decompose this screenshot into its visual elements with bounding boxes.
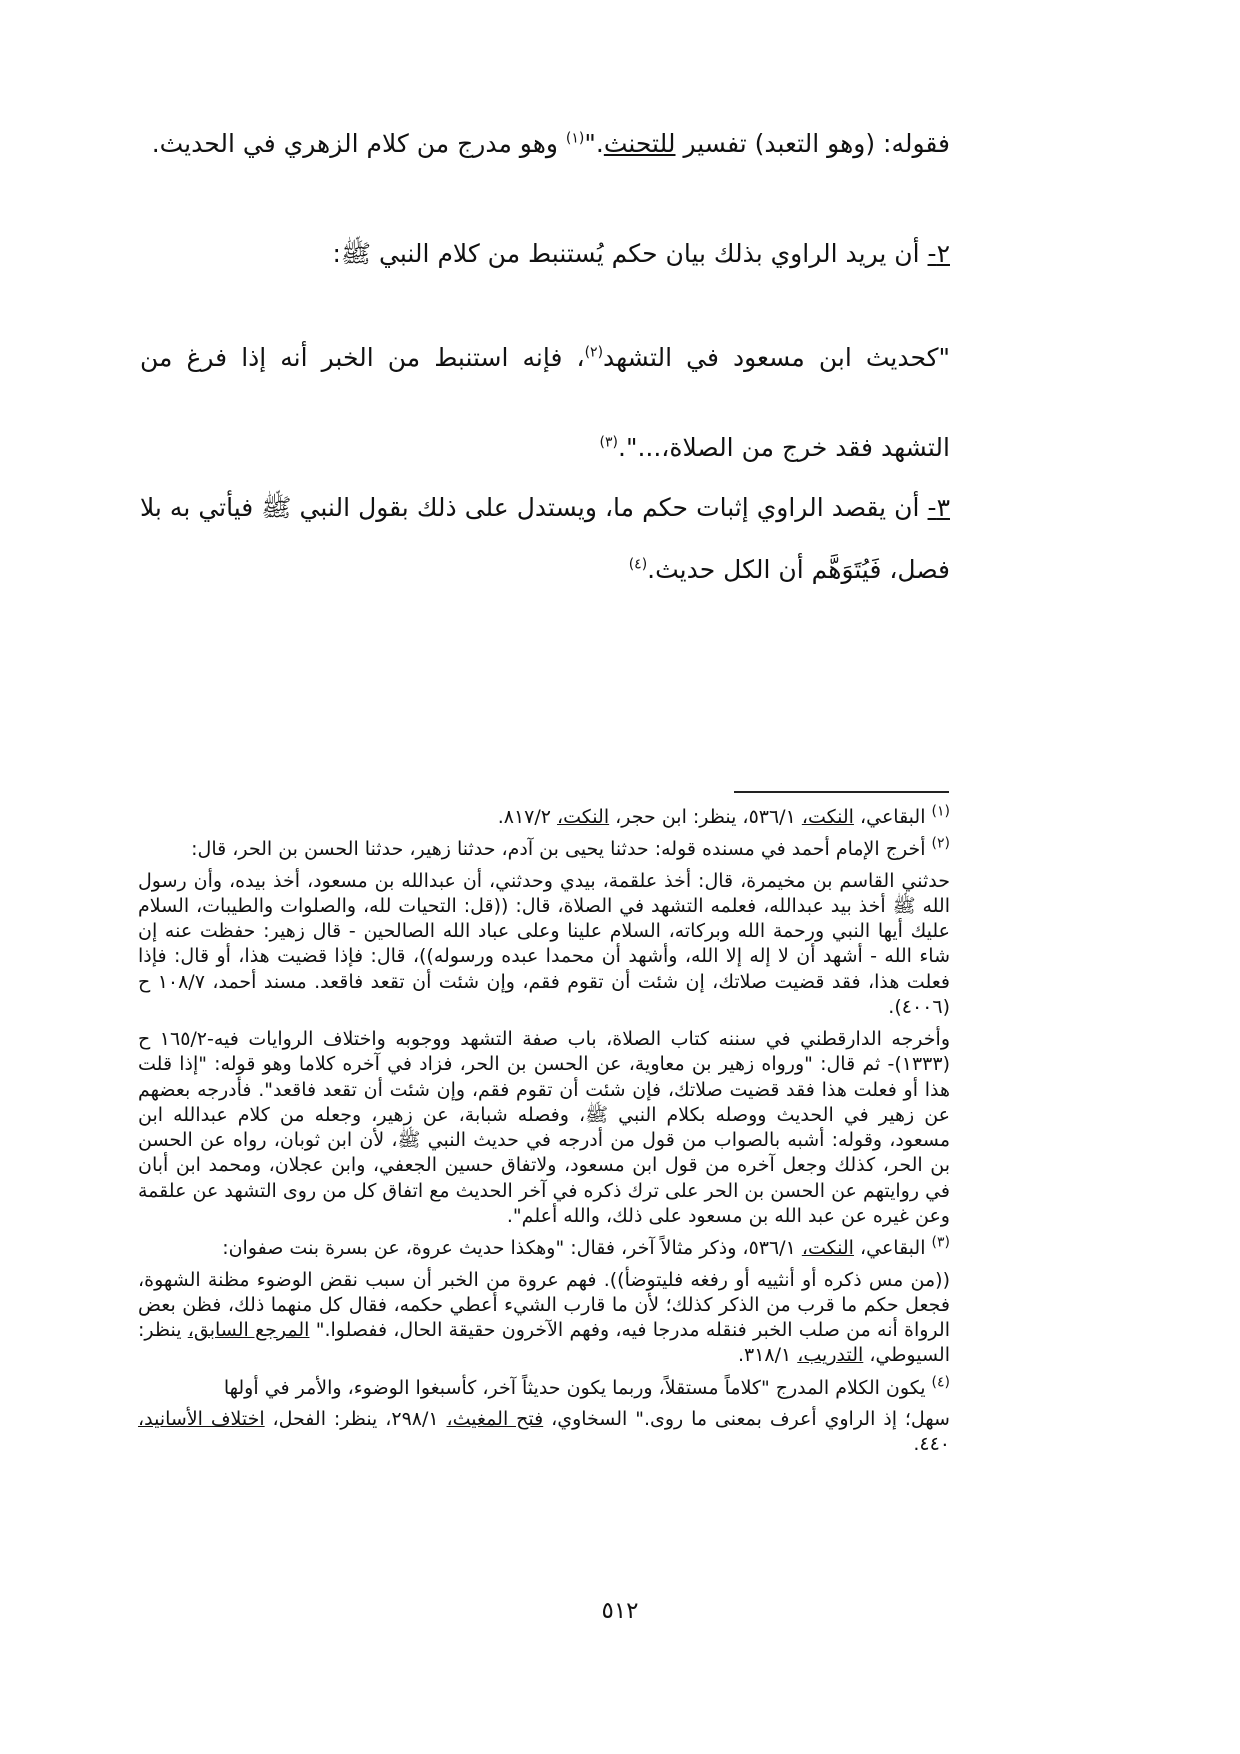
book-title: التدريب،	[797, 1344, 864, 1367]
footnote-ref-3[interactable]: (٣)	[599, 434, 619, 451]
text-run: ٤٤٠.	[913, 1433, 950, 1456]
item-number: ٢-	[927, 239, 950, 268]
text-run: وهو مدرج من كلام الزهري في الحديث.	[151, 129, 566, 158]
book-title: النكت،	[801, 1237, 854, 1260]
footnote-separator	[734, 791, 949, 793]
book-title: اختلاف الأسانيد،	[138, 1407, 265, 1430]
underlined-term: للتحنث	[603, 129, 676, 158]
paragraph-3	[140, 313, 950, 493]
paragraph-2	[140, 235, 950, 273]
text-run: ((من مس ذكره أو أنثييه أو رفغه فليتوضأ)). فهم عروة من الخبر أن سبب نقض الوضوء مظنة الشهوة، فجعل حكم ما قرب من الذكر كذلك؛ لأن ما قارب الشيء أعطي حكمه، فقال كل منهما ذلك، فظن بعض الرواة أنه من صلب الخبر فنقله مدرجا فيه، وفهم الآخرون حقيقة الحال، ففصلوا."	[138, 1268, 950, 1342]
text-run: أخرج الإمام أحمد في مسنده قوله: حدثنا يحيى بن آدم، حدثنا زهير، حدثنا الحسن بن الحر، قال:	[191, 838, 932, 861]
footnote-1	[138, 805, 950, 830]
footnote-mark: (٢)	[931, 835, 950, 852]
text-run: البقاعي،	[853, 806, 932, 828]
page-number: ٥١٢	[601, 1598, 639, 1624]
paragraph-1	[140, 125, 950, 163]
text-run: وأخرجه الدارقطني في سننه كتاب الصلاة، باب صفة التشهد ووجوبه واختلاف الروايات فيه-١٦٥/٢ ح (١٣٣٣)- ثم قال: "ورواه زهير بن معاوية، عن الحسن بن الحر، فزاد في آخره كلاما وهو قوله: "إذا قلت هذا أو فعلت هذا فقد قضيت صلاتك، فإن شئت أن تقوم فقم، وإن شئت أن تقعد فاقعد". فأدرجه بعضهم عن زهير في الحديث ووصله بكلام النبي ﷺ، وفصله شبابة، عن زهير، وجعله من كلام عبدالله ابن مسعود، وقوله: أشبه بالصواب من قول من أدرجه في حديث النبي ﷺ، لأن ابن ثوبان، رواه عن الحسن بن الحر، كذلك وجعل آخره من قول ابن مسعود، ولاتفاق حسين الجعفي، وابن عجلان، ومحمد ابن أبان في روايتهم عن الحسن بن الحر على ترك ذكره في آخر الحديث مع اتفاق كل من روى التشهد عن علقمة وعن غيره عن عبد الله بن مسعود على ذلك، والله أعلم".	[138, 1028, 950, 1227]
footnote-ref-4[interactable]: (٤)	[628, 556, 648, 573]
footnote-ref-2[interactable]: (٢)	[584, 344, 604, 361]
footnote-mark: (١)	[931, 803, 950, 820]
footnote-4	[138, 1376, 950, 1458]
paragraph-4	[140, 477, 950, 601]
text-run: "كحديث ابن مسعود في التشهد	[603, 343, 950, 372]
text-run: ٨١٧/٢.	[497, 806, 558, 828]
text-run: ، فإنه استنبط من الخبر أنه إذا فرغ من التشهد فقد خرج من الصلاة،...".	[140, 343, 950, 462]
footnote-mark: (٤)	[931, 1374, 950, 1391]
footnote-2-continued	[138, 1027, 950, 1229]
footnotes	[138, 805, 950, 1464]
book-title: فتح المغيث،	[446, 1407, 544, 1430]
text-run: ينظر: السيوطي،	[138, 1319, 950, 1367]
text-run: سهل؛ إذ الراوي أعرف بمعنى ما روى." السخاوي،	[543, 1407, 950, 1430]
text-run: فقوله: (وهو التعبد) تفسير	[675, 129, 950, 158]
text-run: حدثني القاسم بن مخيمرة، قال: أخذ علقمة، بيدي وحدثني، أن عبدالله بن مسعود، أخذ بيده، وأن رسول الله ﷺ أخذ بيد عبدالله، فعلمه التشهد في الصلاة، قال: ((قل: التحيات لله، والصلوات والطيبات، السلام عليك أيها النبي ورحمة الله وبركاته، السلام علينا وعلى عباد الله الصالحين - قال زهير: حفظت عنه إن شاء الله - أشهد أن لا إله إلا الله، وأشهد أن محمدا عبده ورسوله))، قال: فإذا قضيت هذا، أو قال: فإذا فعلت هذا، فقد قضيت صلاتك، إن شئت أن تقوم فقم، وإن شئت أن تقعد فاقعد. مسند أحمد، ١٠٨/٧ ح (٤٠٠٦).	[138, 869, 950, 1018]
text-run: يكون الكلام المدرج "كلاماً مستقلاً، وربما يكون حديثاً آخر، كأسبغوا الوضوء، والأمر في أولها	[223, 1376, 932, 1399]
footnote-mark: (٣)	[931, 1234, 950, 1251]
text-run: ."	[584, 129, 604, 158]
main-text	[140, 125, 950, 584]
footnote-2	[138, 837, 950, 1020]
text-run: أن يقصد الراوي إثبات حكم ما، ويستدل على ذلك بقول النبي ﷺ فيأتي به بلا فصل، فَيُتَوَهَّم أن الكل حديث.	[140, 493, 950, 584]
item-number: ٣-	[927, 493, 950, 522]
text-run: ٢٩٨/١، ينظر: الفحل،	[264, 1407, 447, 1430]
footnote-ref-1[interactable]: (١)	[565, 130, 585, 147]
footnote-3	[138, 1236, 950, 1368]
text-run: أن يريد الراوي بذلك بيان حكم يُستنبط من كلام النبي ﷺ:	[332, 239, 928, 268]
text-run: البقاعي،	[853, 1237, 932, 1260]
text-run: ٣١٨/١.	[737, 1344, 798, 1367]
text-run: ٥٣٦/١، ينظر: ابن حجر،	[609, 806, 802, 828]
text-run: ٥٣٦/١، وذكر مثالاً آخر، فقال: "وهكذا حديث عروة، عن بسرة بنت صفوان:	[222, 1237, 802, 1260]
book-title: المرجع السابق،	[187, 1319, 310, 1342]
book-title: النكت،	[557, 806, 610, 828]
book-title: النكت،	[801, 806, 854, 828]
